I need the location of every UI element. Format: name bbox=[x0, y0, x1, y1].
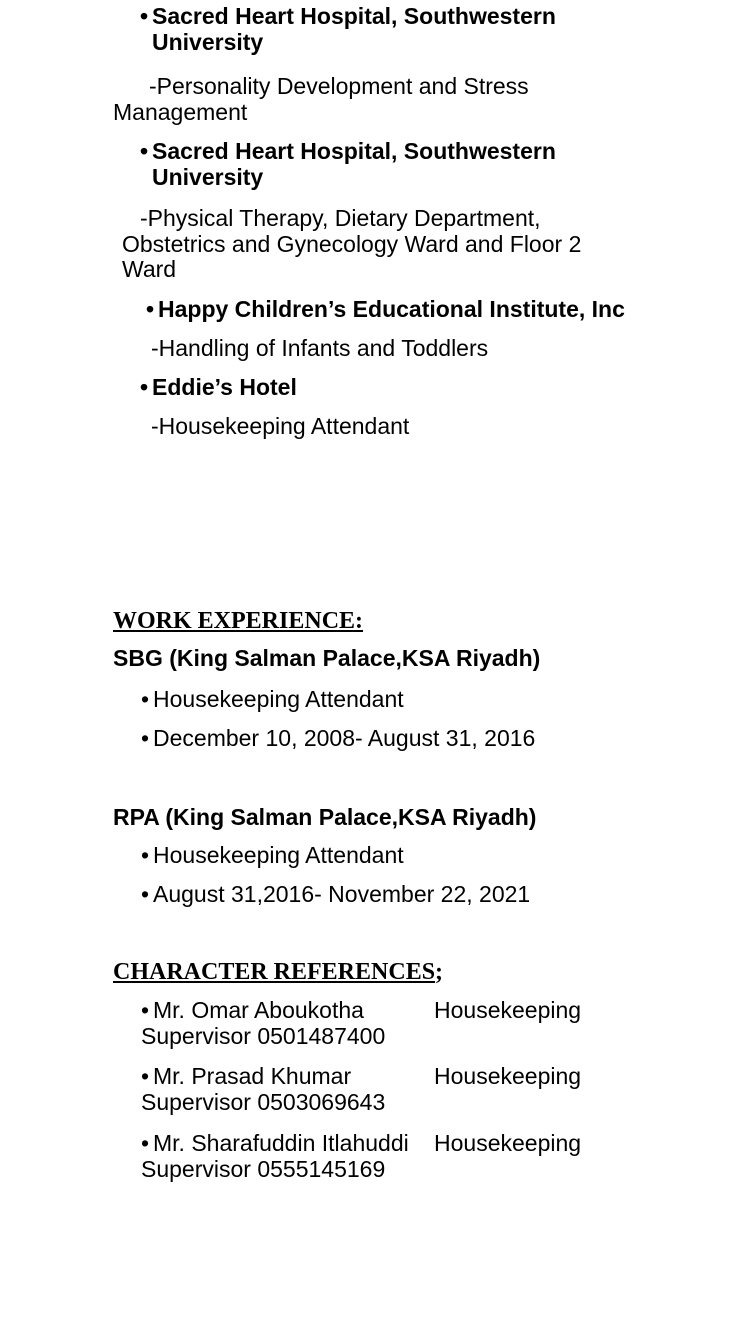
bullet-icon: • bbox=[141, 725, 150, 751]
reference-name: Mr. Omar Aboukotha bbox=[153, 997, 364, 1023]
training-organization-text: Sacred Heart Hospital, Southwestern University bbox=[152, 3, 556, 55]
bullet-icon: • bbox=[146, 296, 155, 322]
bullet-icon: • bbox=[140, 374, 149, 400]
character-references-heading-text: CHARACTER REFERENCES bbox=[113, 959, 436, 985]
reference-item bbox=[141, 998, 641, 1049]
training-organization-text: Eddie’s Hotel bbox=[152, 374, 297, 400]
reference-title-and-phone: Supervisor 0503069643 bbox=[141, 1088, 386, 1115]
job-dates bbox=[141, 726, 611, 752]
training-detail-text: -Physical Therapy, Dietary Department, Obstetrics and Gynecology Ward and Floor 2 Ward bbox=[122, 205, 582, 282]
bullet-icon: • bbox=[140, 3, 149, 29]
bullet-icon: • bbox=[141, 1063, 150, 1089]
reference-role: Housekeeping bbox=[434, 1063, 582, 1089]
bullet-icon: • bbox=[141, 686, 150, 712]
training-organization-text: Sacred Heart Hospital, Southwestern University bbox=[152, 138, 556, 190]
training-entry-detail bbox=[122, 206, 612, 283]
training-detail-text: -Housekeeping Attendant bbox=[151, 413, 410, 439]
reference-item bbox=[141, 1131, 641, 1182]
reference-role: Housekeeping bbox=[434, 997, 582, 1023]
job-position-text: Housekeeping Attendant bbox=[153, 686, 404, 712]
reference-title-and-phone: Supervisor 0501487400 bbox=[141, 1022, 386, 1049]
work-experience-heading-text: WORK EXPERIENCE bbox=[113, 608, 356, 634]
job-employer-text: SBG (King Salman Palace,KSA Riyadh) bbox=[113, 645, 541, 671]
bullet-icon: • bbox=[140, 138, 149, 164]
bullet-icon: • bbox=[141, 881, 150, 907]
job-dates-text: August 31,2016- November 22, 2021 bbox=[153, 881, 531, 907]
training-entry-detail bbox=[151, 336, 621, 362]
job-employer bbox=[113, 645, 540, 671]
job-dates-text: December 10, 2008- August 31, 2016 bbox=[153, 725, 536, 751]
training-entry-detail bbox=[113, 74, 583, 125]
character-references-heading-punctuation: ; bbox=[435, 959, 444, 985]
job-position bbox=[141, 843, 611, 869]
reference-title-and-phone: Supervisor 0555145169 bbox=[141, 1155, 386, 1182]
reference-name: Mr. Sharafuddin Itlahuddi bbox=[153, 1130, 409, 1156]
training-entry-organization bbox=[140, 375, 620, 401]
training-entry-organization bbox=[140, 139, 620, 190]
training-organization-text: Happy Children’s Educational Institute, Inc bbox=[158, 296, 625, 322]
work-experience-heading-punctuation: : bbox=[355, 608, 364, 634]
job-employer bbox=[113, 804, 536, 830]
job-employer-text: RPA (King Salman Palace,KSA Riyadh) bbox=[113, 804, 537, 830]
job-position-text: Housekeeping Attendant bbox=[153, 842, 404, 868]
bullet-icon: • bbox=[141, 842, 150, 868]
bullet-icon: • bbox=[141, 997, 150, 1023]
training-entry-detail bbox=[151, 414, 621, 440]
reference-item bbox=[141, 1064, 641, 1115]
job-dates bbox=[141, 882, 611, 908]
training-entry-organization bbox=[146, 297, 626, 323]
reference-role: Housekeeping bbox=[434, 1130, 582, 1156]
reference-name: Mr. Prasad Khumar bbox=[153, 1063, 352, 1089]
training-entry-organization bbox=[140, 4, 620, 55]
character-references-heading bbox=[113, 959, 443, 985]
job-position bbox=[141, 687, 611, 713]
work-experience-heading bbox=[113, 608, 363, 634]
training-detail-text: -Handling of Infants and Toddlers bbox=[151, 335, 489, 361]
training-detail-text: -Personality Development and Stress Management bbox=[113, 73, 529, 125]
bullet-icon: • bbox=[141, 1130, 150, 1156]
